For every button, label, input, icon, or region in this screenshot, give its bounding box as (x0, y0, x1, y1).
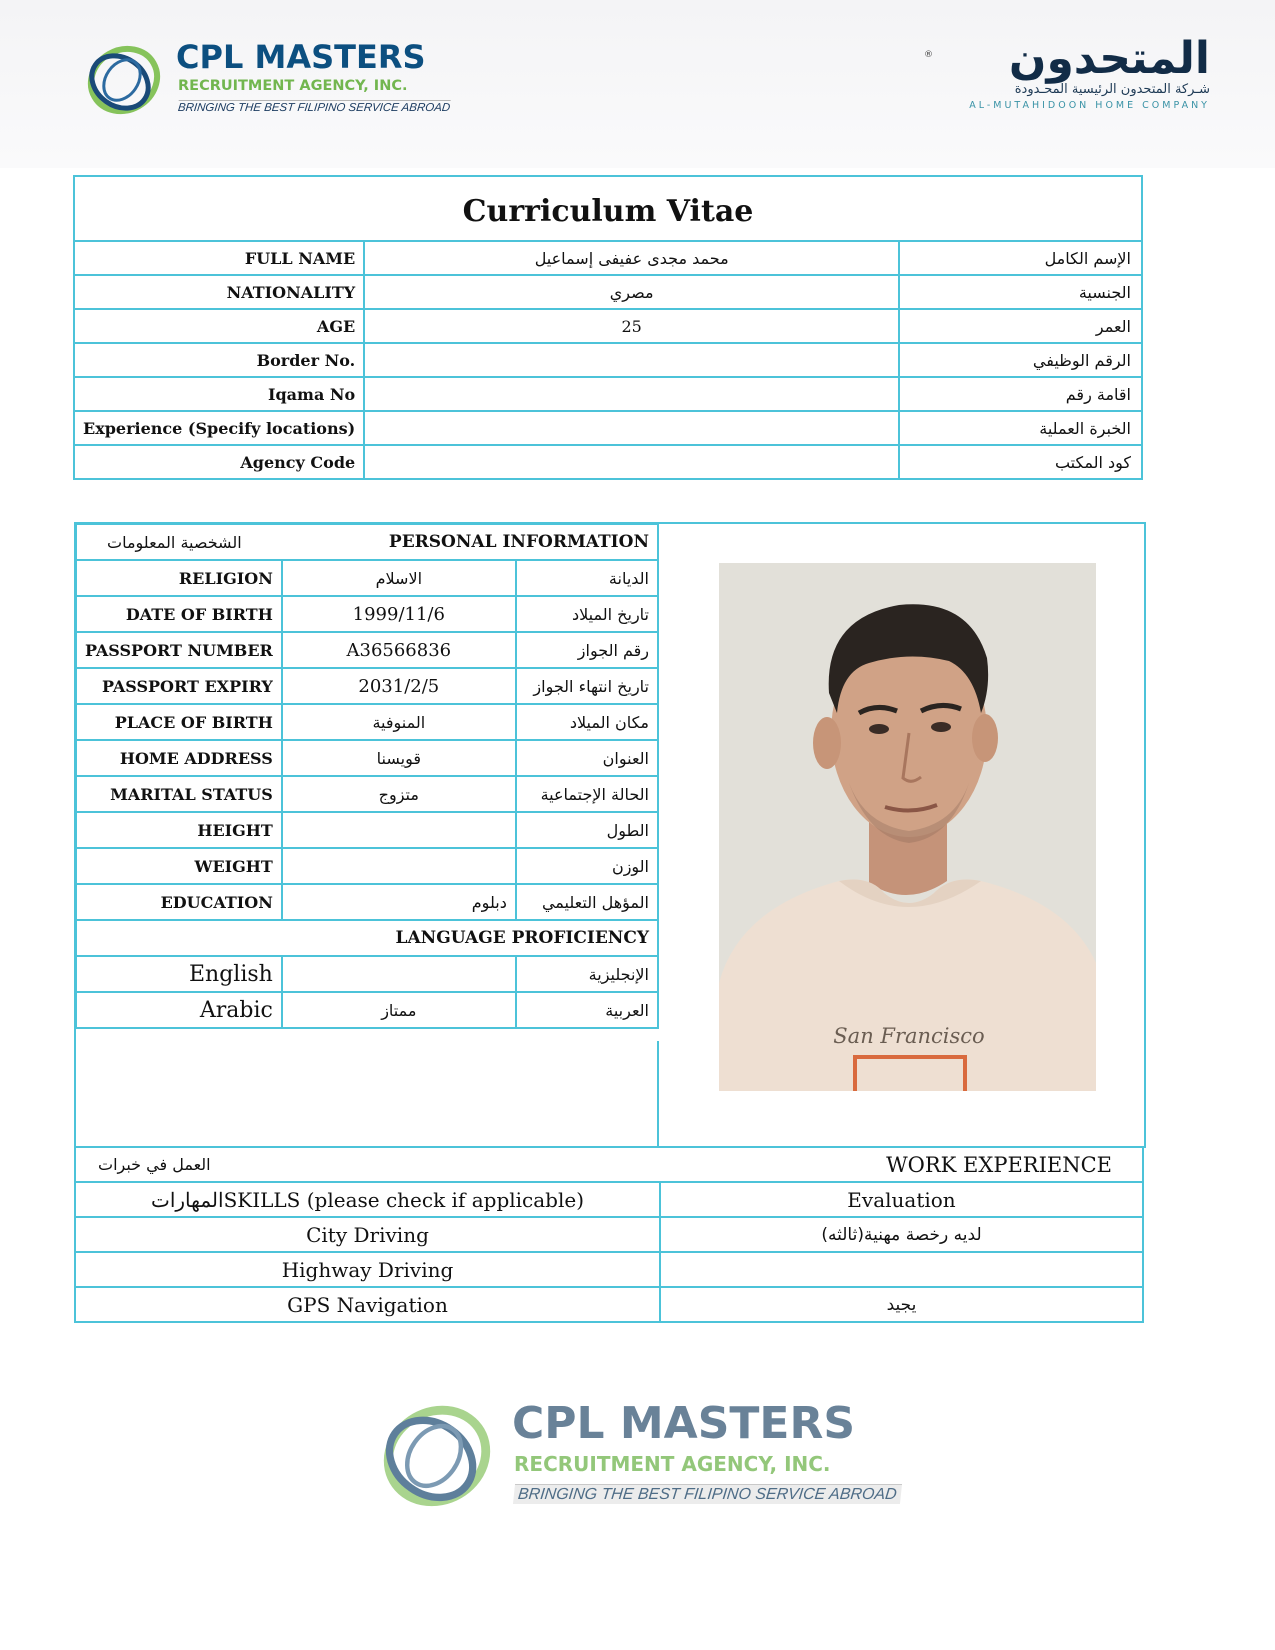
info-value: متزوج (282, 776, 516, 812)
row-label: FULL NAME (74, 241, 364, 275)
row-value: مصري (364, 275, 899, 309)
footer-logo (378, 1394, 898, 1524)
info-row-weight (76, 848, 658, 884)
skill-name: GPS Navigation (75, 1287, 660, 1322)
shirt-print-text: San Francisco (833, 1024, 985, 1048)
globe-logo-icon (84, 38, 164, 118)
info-value: دبلوم (282, 884, 516, 920)
applicant-photo (719, 563, 1096, 1091)
info-row-marital-status (76, 776, 658, 812)
logo-title: CPL MASTERS (176, 38, 426, 76)
info-label: PLACE OF BIRTH (76, 704, 282, 740)
info-label-arabic: تاريخ انتهاء الجواز (516, 668, 658, 704)
info-label: RELIGION (76, 560, 282, 596)
info-label: PASSPORT NUMBER (76, 632, 282, 668)
work-heading-arabic: العمل في خبرات (75, 1147, 660, 1182)
language-label: English (76, 956, 282, 992)
skill-name: City Driving (75, 1217, 660, 1252)
info-value (282, 848, 516, 884)
row-value (364, 343, 899, 377)
row-label-arabic: الرقم الوظيفي (899, 343, 1142, 377)
section-heading: PERSONAL INFORMATION (282, 524, 658, 560)
skill-evaluation (660, 1252, 1143, 1287)
language-heading: LANGUAGE PROFICIENCY (76, 920, 658, 956)
info-label-arabic: مكان الميلاد (516, 704, 658, 740)
row-label: Iqama No (74, 377, 364, 411)
info-value: 1999/11/6 (282, 596, 516, 632)
info-label-arabic: الوزن (516, 848, 658, 884)
info-value: A36566836 (282, 632, 516, 668)
info-row-home-address (76, 740, 658, 776)
info-label-arabic: المؤهل التعليمي (516, 884, 658, 920)
row-label-arabic: الجنسية (899, 275, 1142, 309)
cv-row-iqama-no (74, 377, 1142, 411)
info-row-height (76, 812, 658, 848)
row-value (364, 445, 899, 479)
row-value: محمد مجدى عفيفى إسماعيل (364, 241, 899, 275)
info-label: HEIGHT (76, 812, 282, 848)
row-label: NATIONALITY (74, 275, 364, 309)
info-value: قويسنا (282, 740, 516, 776)
section-heading-arabic: الشخصية المعلومات (76, 524, 282, 560)
al-mutahidoon-logo (924, 33, 1210, 126)
row-label: Experience (Specify locations) (74, 411, 364, 445)
skills-header: المهاراتSKILLS (please check if applicable) (75, 1182, 660, 1217)
info-value (282, 812, 516, 848)
footer-logo-subtitle: RECRUITMENT AGENCY, INC. (514, 1452, 831, 1476)
info-label: MARITAL STATUS (76, 776, 282, 812)
english-company-name: AL-MUTAHIDOON HOME COMPANY (969, 100, 1210, 111)
row-label-arabic: اقامة رقم (899, 377, 1142, 411)
registered-mark: ® (924, 50, 933, 60)
skill-evaluation: لديه رخصة مهنية(ثالثه) (660, 1217, 1143, 1252)
evaluation-header: Evaluation (660, 1182, 1143, 1217)
cv-table (73, 175, 1143, 480)
cv-row-border-no (74, 343, 1142, 377)
row-value (364, 377, 899, 411)
info-row-passport-expiry (76, 668, 658, 704)
cv-row-agency-code (74, 445, 1142, 479)
info-row-education (76, 884, 658, 920)
logo-tagline: BRINGING THE BEST FILIPINO SERVICE ABROAD (177, 102, 451, 114)
logo-subtitle: RECRUITMENT AGENCY, INC. (178, 78, 408, 94)
skill-evaluation: يجيد (660, 1287, 1143, 1322)
arabic-logo-mark: المتحدون (1008, 33, 1210, 84)
work-heading: WORK EXPERIENCE (660, 1147, 1143, 1182)
row-label: AGE (74, 309, 364, 343)
row-label-arabic: الإسم الكامل (899, 241, 1142, 275)
cv-row-age (74, 309, 1142, 343)
info-row-date-of-birth (76, 596, 658, 632)
row-label: Border No. (74, 343, 364, 377)
language-row-english (76, 956, 658, 992)
info-label: PASSPORT EXPIRY (76, 668, 282, 704)
cv-row-experience (74, 411, 1142, 445)
info-label-arabic: الحالة الإجتماعية (516, 776, 658, 812)
info-value: الاسلام (282, 560, 516, 596)
info-row-place-of-birth (76, 704, 658, 740)
info-label: HOME ADDRESS (76, 740, 282, 776)
footer-logo-title: CPL MASTERS (512, 1398, 856, 1449)
row-label: Agency Code (74, 445, 364, 479)
skill-row (75, 1287, 1143, 1322)
document-title: Curriculum Vitae (74, 176, 1142, 241)
info-label-arabic: الديانة (516, 560, 658, 596)
work-experience-table (74, 1146, 1144, 1323)
cpl-masters-logo (84, 38, 451, 124)
cv-row-full-name (74, 241, 1142, 275)
row-value: 25 (364, 309, 899, 343)
globe-logo-icon (378, 1394, 496, 1512)
work-heading-row (75, 1147, 1143, 1182)
row-label-arabic: الخبرة العملية (899, 411, 1142, 445)
info-label-arabic: العنوان (516, 740, 658, 776)
language-value: ممتاز (282, 992, 516, 1028)
arabic-company-name: شـركة المتحدون الرئيسية المحـدودة (1014, 82, 1210, 97)
info-row-religion (76, 560, 658, 596)
language-label-arabic: العربية (516, 992, 658, 1028)
info-value: المنوفية (282, 704, 516, 740)
language-label-arabic: الإنجليزية (516, 956, 658, 992)
language-value (282, 956, 516, 992)
row-label-arabic: كود المكتب (899, 445, 1142, 479)
personal-info-heading-row (76, 524, 658, 560)
language-label: Arabic (76, 992, 282, 1028)
section-divider (657, 1041, 659, 1146)
skill-row (75, 1217, 1143, 1252)
info-label-arabic: تاريخ الميلاد (516, 596, 658, 632)
row-label-arabic: العمر (899, 309, 1142, 343)
language-heading-row (76, 920, 658, 956)
skill-name: Highway Driving (75, 1252, 660, 1287)
row-value (364, 411, 899, 445)
info-label: EDUCATION (76, 884, 282, 920)
skills-header-row (75, 1182, 1143, 1217)
info-label-arabic: الطول (516, 812, 658, 848)
info-label-arabic: رقم الجواز (516, 632, 658, 668)
page-header (0, 0, 1275, 168)
info-label: DATE OF BIRTH (76, 596, 282, 632)
skill-row (75, 1252, 1143, 1287)
language-row-arabic (76, 992, 658, 1028)
cv-row-nationality (74, 275, 1142, 309)
info-value: 2031/2/5 (282, 668, 516, 704)
info-row-passport-number (76, 632, 658, 668)
personal-info-table (75, 523, 659, 1029)
footer-logo-tagline: BRINGING THE BEST FILIPINO SERVICE ABROAD (513, 1484, 902, 1504)
info-label: WEIGHT (76, 848, 282, 884)
